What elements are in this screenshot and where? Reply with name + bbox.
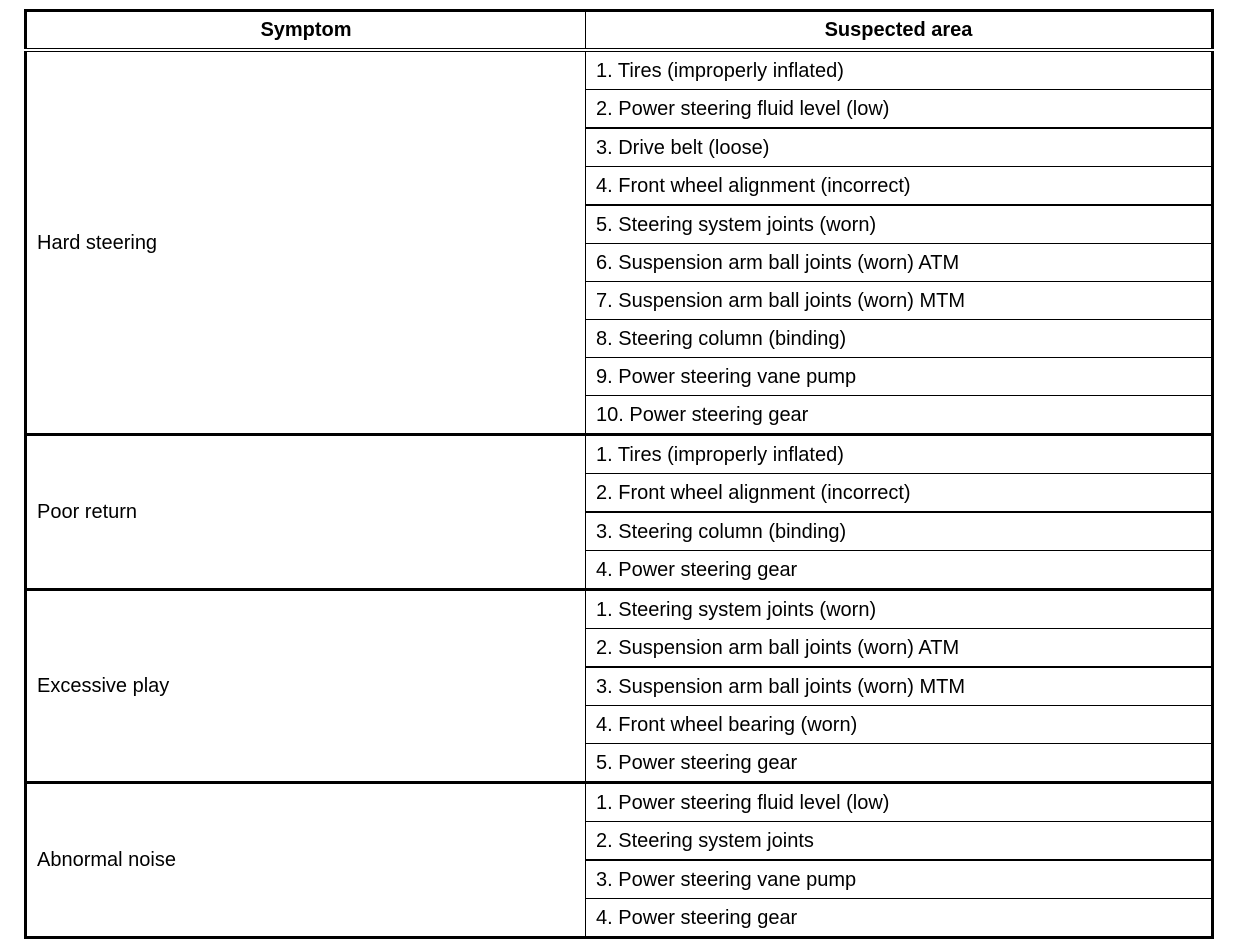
suspected-area-cell: 9. Power steering vane pump <box>586 358 1213 396</box>
symptom-cell: Poor return <box>26 435 586 590</box>
table-row <box>26 783 1213 822</box>
symptom-cell: Abnormal noise <box>26 783 586 938</box>
suspected-area-header: Suspected area <box>586 11 1213 51</box>
table-row <box>26 50 1213 90</box>
suspected-area-cell: 2. Steering system joints <box>586 822 1213 861</box>
suspected-area-cell: 7. Suspension arm ball joints (worn) MTM <box>586 282 1213 320</box>
suspected-area-cell: 1. Power steering fluid level (low) <box>586 783 1213 822</box>
suspected-area-cell: 1. Steering system joints (worn) <box>586 590 1213 629</box>
suspected-area-cell: 4. Power steering gear <box>586 899 1213 938</box>
suspected-area-cell: 4. Front wheel bearing (worn) <box>586 706 1213 744</box>
suspected-area-cell: 4. Power steering gear <box>586 551 1213 590</box>
suspected-area-cell: 3. Drive belt (loose) <box>586 128 1213 167</box>
suspected-area-cell: 8. Steering column (binding) <box>586 320 1213 358</box>
suspected-area-cell: 1. Tires (improperly inflated) <box>586 435 1213 474</box>
troubleshooting-table <box>24 9 1214 939</box>
table-body <box>26 50 1213 938</box>
symptom-cell: Hard steering <box>26 50 586 435</box>
suspected-area-cell: 5. Power steering gear <box>586 744 1213 783</box>
suspected-area-cell: 2. Power steering fluid level (low) <box>586 90 1213 129</box>
suspected-area-cell: 3. Power steering vane pump <box>586 860 1213 899</box>
suspected-area-cell: 6. Suspension arm ball joints (worn) ATM <box>586 244 1213 282</box>
symptom-header: Symptom <box>26 11 586 51</box>
suspected-area-cell: 5. Steering system joints (worn) <box>586 205 1213 244</box>
header-row <box>26 11 1213 51</box>
table-row <box>26 590 1213 629</box>
symptom-cell: Excessive play <box>26 590 586 783</box>
suspected-area-cell: 1. Tires (improperly inflated) <box>586 50 1213 90</box>
suspected-area-cell: 2. Front wheel alignment (incorrect) <box>586 474 1213 513</box>
suspected-area-cell: 10. Power steering gear <box>586 396 1213 435</box>
table-row <box>26 435 1213 474</box>
suspected-area-cell: 4. Front wheel alignment (incorrect) <box>586 167 1213 206</box>
suspected-area-cell: 3. Suspension arm ball joints (worn) MTM <box>586 667 1213 706</box>
suspected-area-cell: 3. Steering column (binding) <box>586 512 1213 551</box>
suspected-area-cell: 2. Suspension arm ball joints (worn) ATM <box>586 629 1213 668</box>
